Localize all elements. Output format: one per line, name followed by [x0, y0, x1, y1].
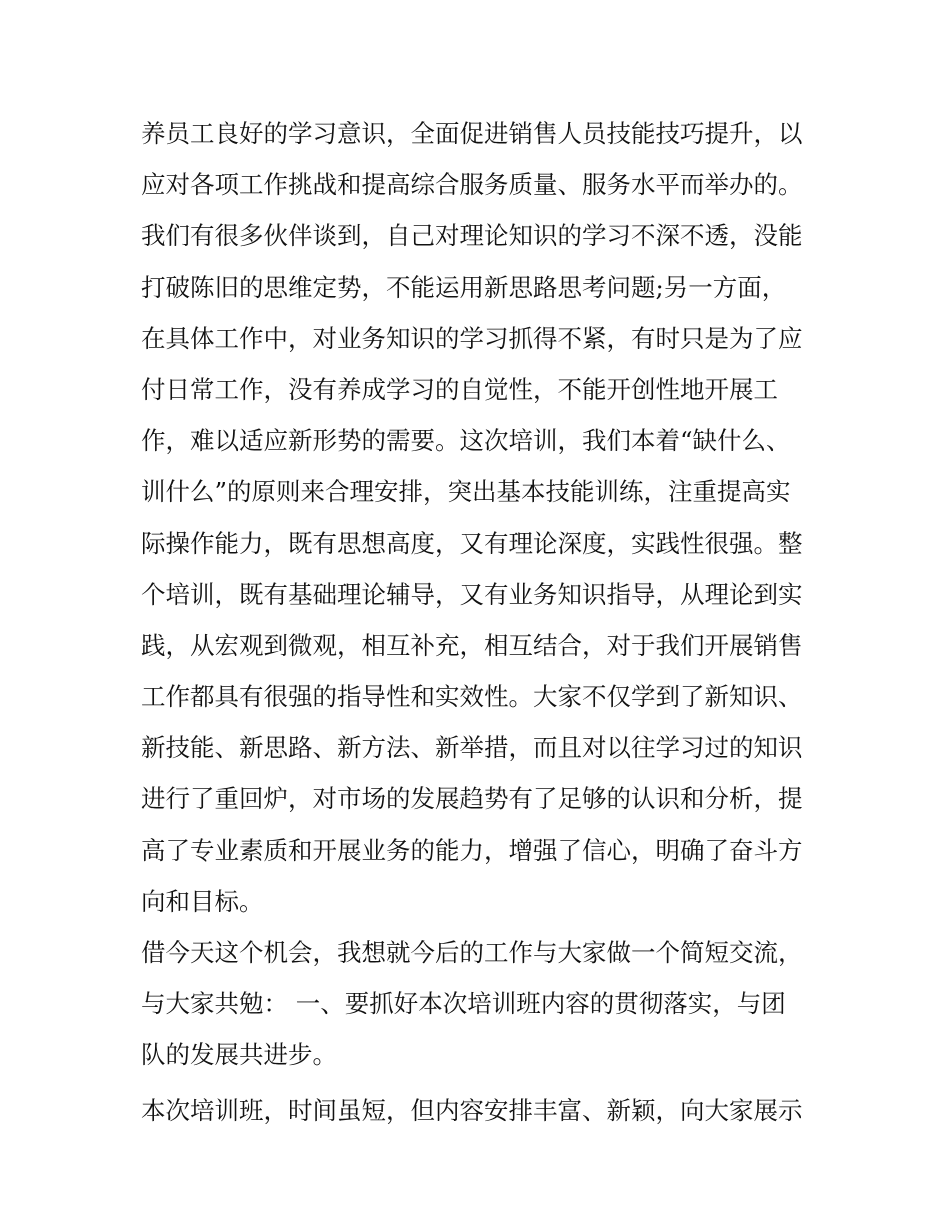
text-line: 训什么”的原则来合理安排，突出基本技能训练，注重提高实 — [141, 477, 791, 507]
text-line: 际操作能力，既有思想高度，又有理论深度，实践性很强。整 — [141, 528, 803, 558]
text-line: 新技能、新思路、新方法、新举措，而且对以往学习过的知识 — [141, 733, 803, 763]
text-line: 个培训，既有基础理论辅导，又有业务知识指导，从理论到实 — [141, 579, 803, 609]
text-line: 与大家共勉： 一、要抓好本次培训班内容的贯彻落实，与团 — [141, 989, 786, 1019]
text-line: 养员工良好的学习意识，全面促进销售人员技能技巧提升，以 — [141, 119, 803, 148]
text-line: 付日常工作，没有养成学习的自觉性，不能开创性地开展工 — [141, 374, 778, 404]
text-line: 在具体工作中，对业务知识的学习抓得不紧，有时只是为了应 — [141, 323, 803, 353]
text-line: 进行了重回炉，对市场的发展趋势有了足够的认识和分析，提 — [141, 784, 803, 814]
text-line: 应对各项工作挑战和提高综合服务质量、服务水平而举办的。 — [141, 170, 803, 200]
text-line: 队的发展共进步。 — [141, 1040, 337, 1070]
text-line: 打破陈旧的思维定势，不能运用新思路思考问题;另一方面， — [141, 272, 787, 302]
body-text — [141, 108, 816, 1136]
text-line: 作，难以适应新形势的需要。这次培训，我们本着“缺什么、 — [141, 426, 791, 456]
text-line: 本次培训班，时间虽短，但内容安排丰富、新颖，向大家展示 — [141, 1095, 803, 1125]
text-line: 借今天这个机会，我想就今后的工作与大家做一个简短交流， — [141, 938, 803, 967]
text-line: 践，从宏观到微观，相互补充，相互结合，对于我们开展销售 — [141, 630, 803, 660]
text-line: 向和目标。 — [141, 886, 264, 916]
text-line: 工作都具有很强的指导性和实效性。大家不仅学到了新知识、 — [141, 682, 803, 712]
text-line: 高了专业素质和开展业务的能力，增强了信心，明确了奋斗方 — [141, 835, 803, 865]
text-line: 我们有很多伙伴谈到，自己对理论知识的学习不深不透，没能 — [141, 221, 803, 251]
